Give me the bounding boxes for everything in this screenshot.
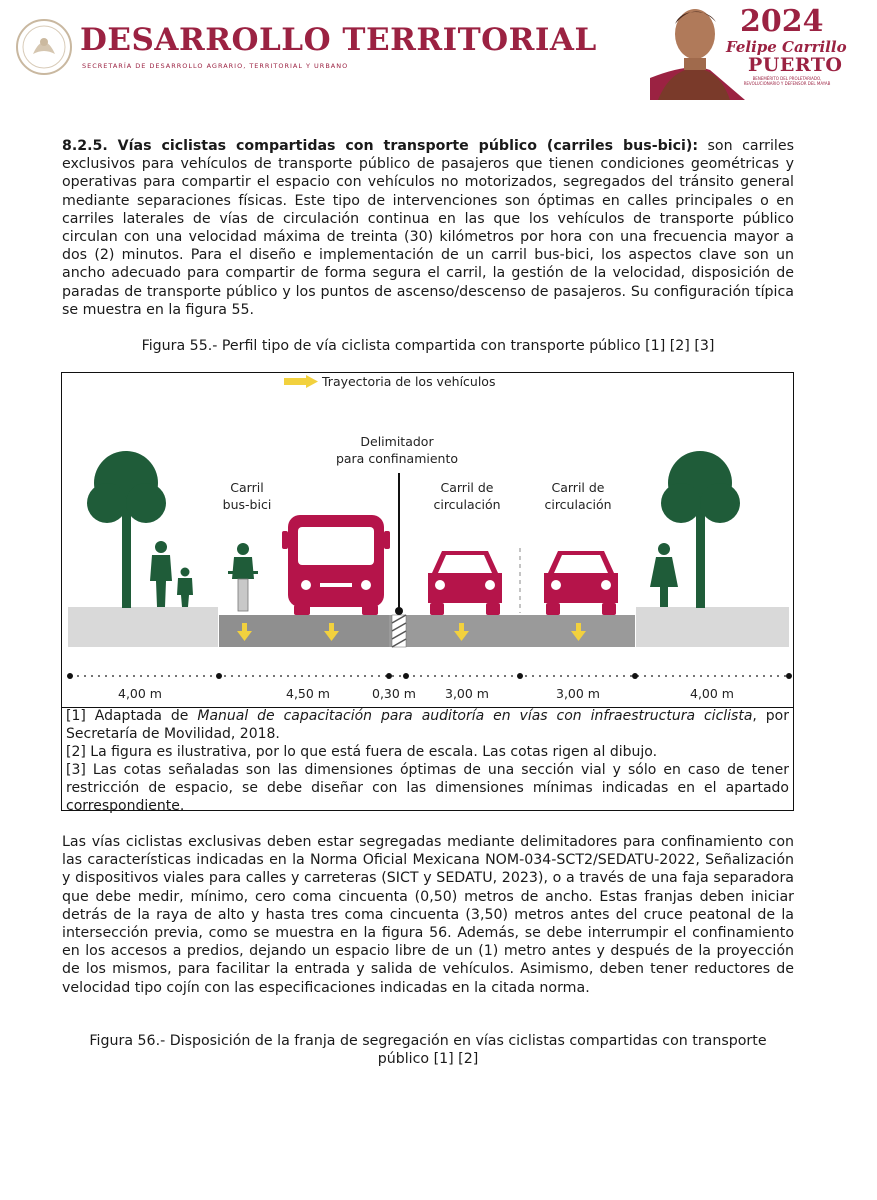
badge-name: Felipe Carrillo [726, 38, 847, 56]
right-sidewalk [636, 607, 789, 647]
header-subtitle: SECRETARÍA DE DESARROLLO AGRARIO, TERRITORIAL Y URBANO [82, 62, 349, 70]
legend-arrow-icon [284, 378, 306, 385]
section-body: son carriles exclusivos para vehículos de transporte público de pasajeros que tienen condiciones geométricas y operativas para compartir el espacio con vehículos no motorizados, segregados del tránsito general mediante separaciones físicas. Este tipo de intervenciones son óptimas en calles principales o en carriles laterales de vías de circulación continua en las que los vehículos de transporte público circulan con una velocidad máxima de treinta (30) kilómetros por hora con una frecuencia mayor a dos (2) minutos. Para el diseño e implementación de un carril bus-bici, los aspectos clave son un ancho adecuado para compartir de forma segura el carril, la gestión de la velocidad, disposición de paradas de transporte público y los puntos de ascenso/descenso de pasajeros. Su configuración típica se muestra en la figura 55. [62, 138, 794, 318]
car-left-icon [428, 551, 502, 615]
cyclist-icon [228, 543, 258, 611]
busbici-lane-label-line2: bus-bici [222, 497, 272, 512]
badge-year: 2024 [740, 4, 824, 39]
traffic-lane-2-label-line1: Carril de [551, 480, 605, 495]
bus-icon [282, 515, 390, 615]
note-1-suffix: , por Secretaría de Movilidad, 2018. [66, 708, 789, 742]
traffic-lane-2-label-line2: circulación [544, 497, 612, 512]
page-header [0, 0, 877, 110]
dimension-label: 4,50 m [286, 686, 330, 701]
car-right-icon [544, 551, 618, 615]
note-1-prefix: [1] Adaptada de [66, 708, 198, 724]
note-3: [3] Las cotas señaladas son las dimensiones óptimas de una sección vial y sólo en caso de tener restricción de espacio, se debe diseñar con las dimensiones mínimas indicadas en el apartado correspondiente. [66, 762, 789, 814]
dimension-label: 4,00 m [690, 686, 734, 701]
dimension-label: 3,00 m [556, 686, 600, 701]
section-heading: 8.2.5. Vías ciclistas compartidas con transporte público (carriles bus-bici): [62, 138, 699, 154]
section-paragraph [62, 137, 794, 319]
traffic-lane-1-label-line2: circulación [433, 497, 501, 512]
tree-left-icon [87, 451, 166, 608]
delimiter-label-line2: para confinamiento [335, 451, 459, 466]
legend-label: Trayectoria de los vehículos [322, 374, 496, 389]
figure-55-caption: Figura 55.- Perfil tipo de vía ciclista compartida con transporte público [1] [2] [3] [141, 338, 715, 354]
busbici-lane-label-line1: Carril [230, 480, 264, 495]
pedestrian-right-icon [650, 543, 678, 607]
header-title: DESARROLLO TERRITORIAL [80, 22, 597, 58]
traffic-lane-1-label-line1: Carril de [440, 480, 494, 495]
road-profile-drawing [62, 373, 795, 709]
delimiter-label-line1: Delimitador [360, 434, 434, 449]
dimension-label: 3,00 m [445, 686, 489, 701]
badge-tagline: BENEMÉRITO DEL PROLETARIADO, REVOLUCIONARIO Y DEFENSOR DEL MAYAB [743, 76, 831, 86]
left-sidewalk [68, 607, 218, 647]
figure-55-notes [61, 707, 794, 814]
figure-56-caption: Figura 56.- Disposición de la franja de segregación en vías ciclistas compartidas con transporte público [1] [2] [89, 1033, 767, 1067]
pedestrians-left-icon [150, 541, 193, 607]
national-seal-icon [15, 18, 73, 76]
note-2: [2] La figura es ilustrativa, por lo que está fuera de escala. Las cotas rigen al dibujo. [66, 744, 658, 760]
note-1 [66, 707, 789, 743]
badge-place: PUERTO [748, 54, 843, 76]
dimension-label: 0,30 m [372, 686, 416, 701]
dimension-label: 4,00 m [118, 686, 162, 701]
body-paragraph: Las vías ciclistas exclusivas deben estar segregadas mediante delimitadores para confinamiento con las características indicadas en la Norma Oficial Mexicana NOM-034-SCT2/SEDATU-2022, Señalización y dispositivos viales para calles y carreteras (SICT y SEDATU, 2023), o a través de una faja separadora que debe medir, mínimo, cero coma cincuenta (0,50) metros de ancho. Estas franjas deben iniciar detrás de la raya de alto y hasta tres coma cincuenta (3,50) metros antes del cruce peatonal de la intersección previa, como se muestra en la figura 56. Además, se debe interrumpir el confinamiento en los accesos a predios, dejando un espacio libre de un (1) metro antes y después de la proyección de los mismos, para facilitar la entrada y salida de vehículos. Asimismo, deben tener reductores de velocidad tipo cojín con las especificaciones indicadas en la citada norma. [62, 834, 794, 996]
figure-55 [61, 372, 794, 708]
note-1-source-title: Manual de capacitación para auditoría en vías con infraestructura ciclista [197, 708, 753, 724]
